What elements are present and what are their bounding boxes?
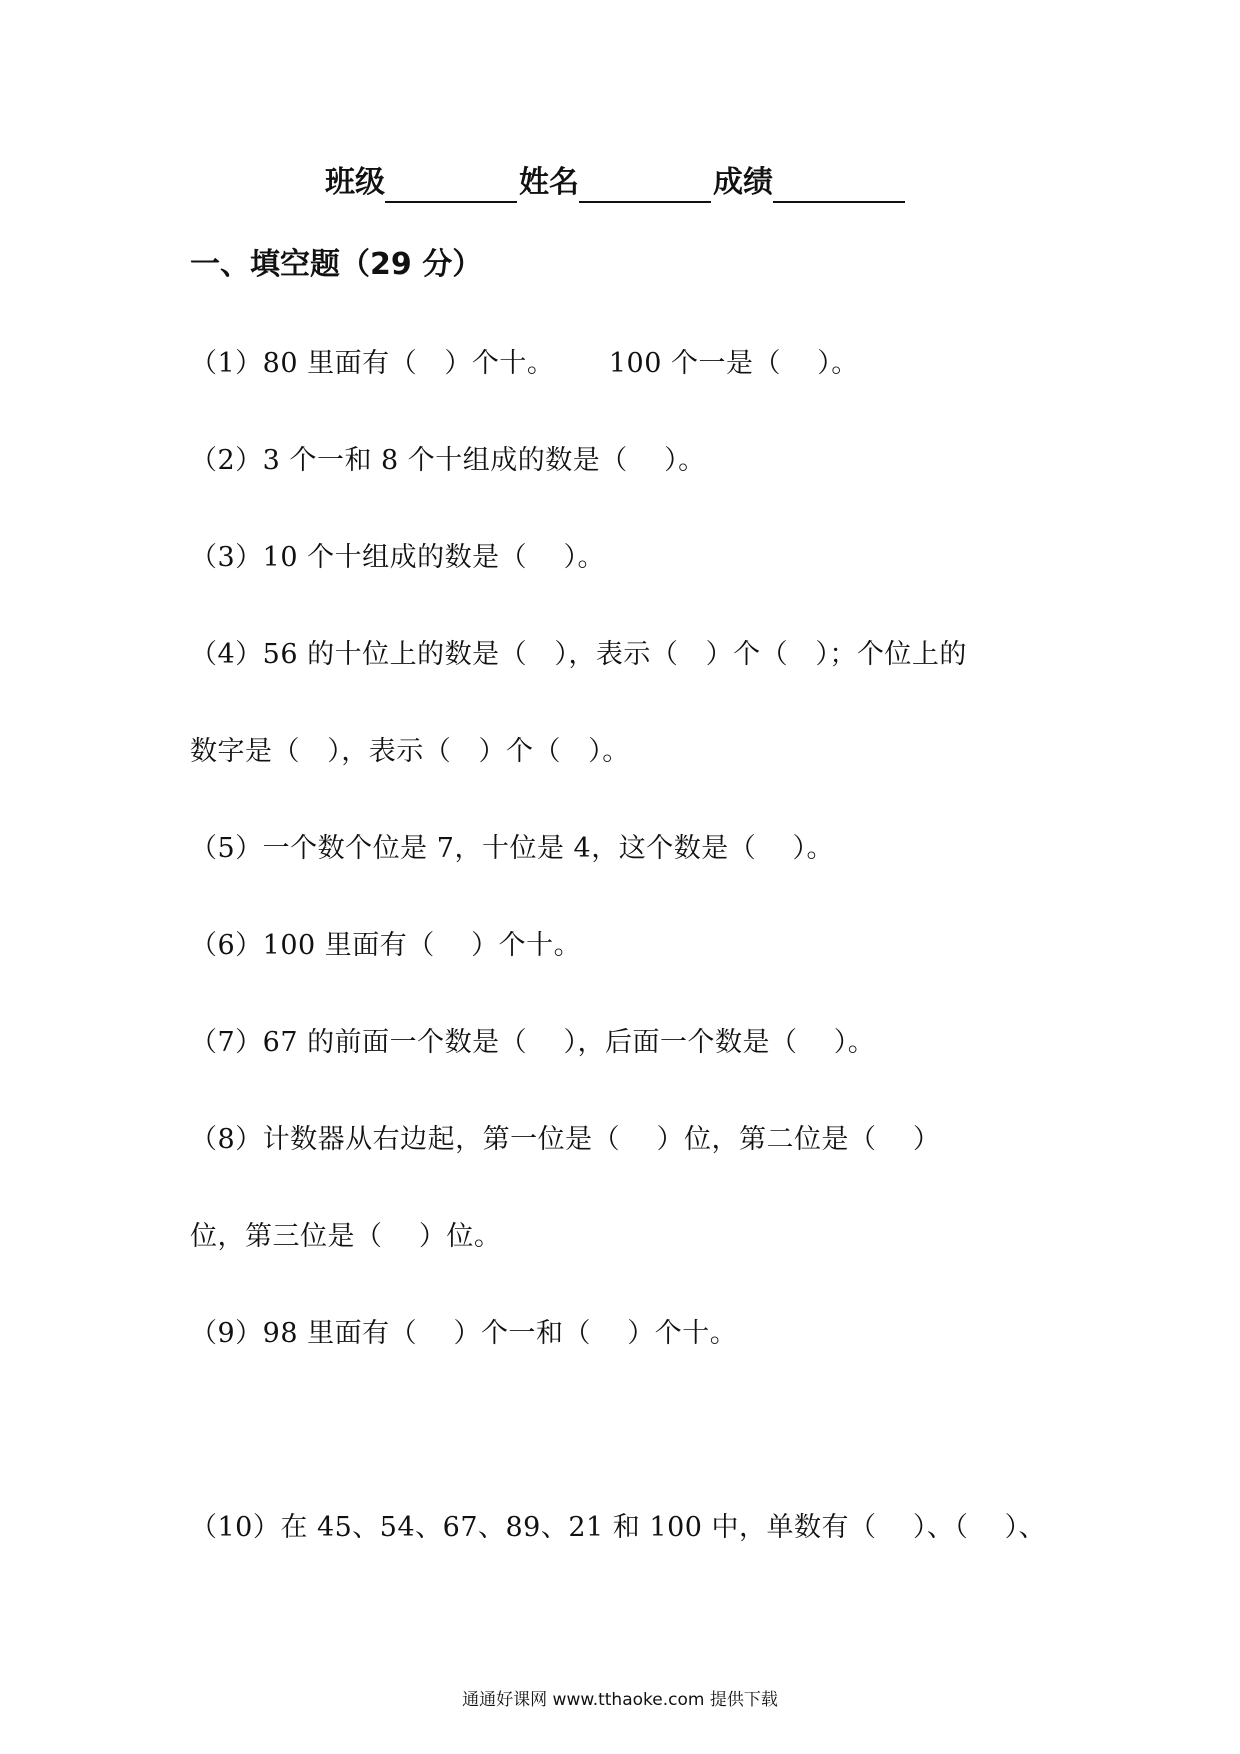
name-blank [579,165,711,203]
class-label: 班级 [325,165,385,200]
question-line: （8）计数器从右边起，第一位是（ ）位，第二位是（ ） [190,1124,941,1155]
name-label: 姓名 [519,165,579,200]
question-line: （6）100 里面有（ ）个十。 [190,930,582,961]
question-line: （5）一个数个位是 7，十位是 4，这个数是（ ）。 [190,833,835,864]
score-blank [773,165,905,203]
score-label: 成绩 [713,165,773,200]
question-line: 位，第三位是（ ）位。 [190,1221,502,1252]
class-blank [385,165,517,203]
question-line: （10）在 45、54、67、89、21 和 100 中，单数有（ ）、（ ）、 [190,1512,1047,1543]
student-info-header [325,163,907,203]
question-line: （9）98 里面有（ ）个一和（ ）个十。 [190,1318,738,1349]
question-line: （1）80 里面有（ ）个十。 100 个一是（ ）。 [190,348,859,379]
question-line: （3）10 个十组成的数是（ ）。 [190,542,605,573]
question-line: 数字是（ ），表示（ ）个（ ）。 [190,736,630,767]
question-line: （4）56 的十位上的数是（ ），表示（ ）个（ ）；个位上的 [190,639,967,670]
question-line: （2）3 个一和 8 个十组成的数是（ ）。 [190,445,706,476]
footer-credit: 通通好课网 www.tthaoke.com 提供下载 [462,1690,778,1710]
section-title: 一、填空题（29 分） [190,247,483,282]
question-line: （7）67 的前面一个数是（ ），后面一个数是（ ）。 [190,1027,876,1058]
